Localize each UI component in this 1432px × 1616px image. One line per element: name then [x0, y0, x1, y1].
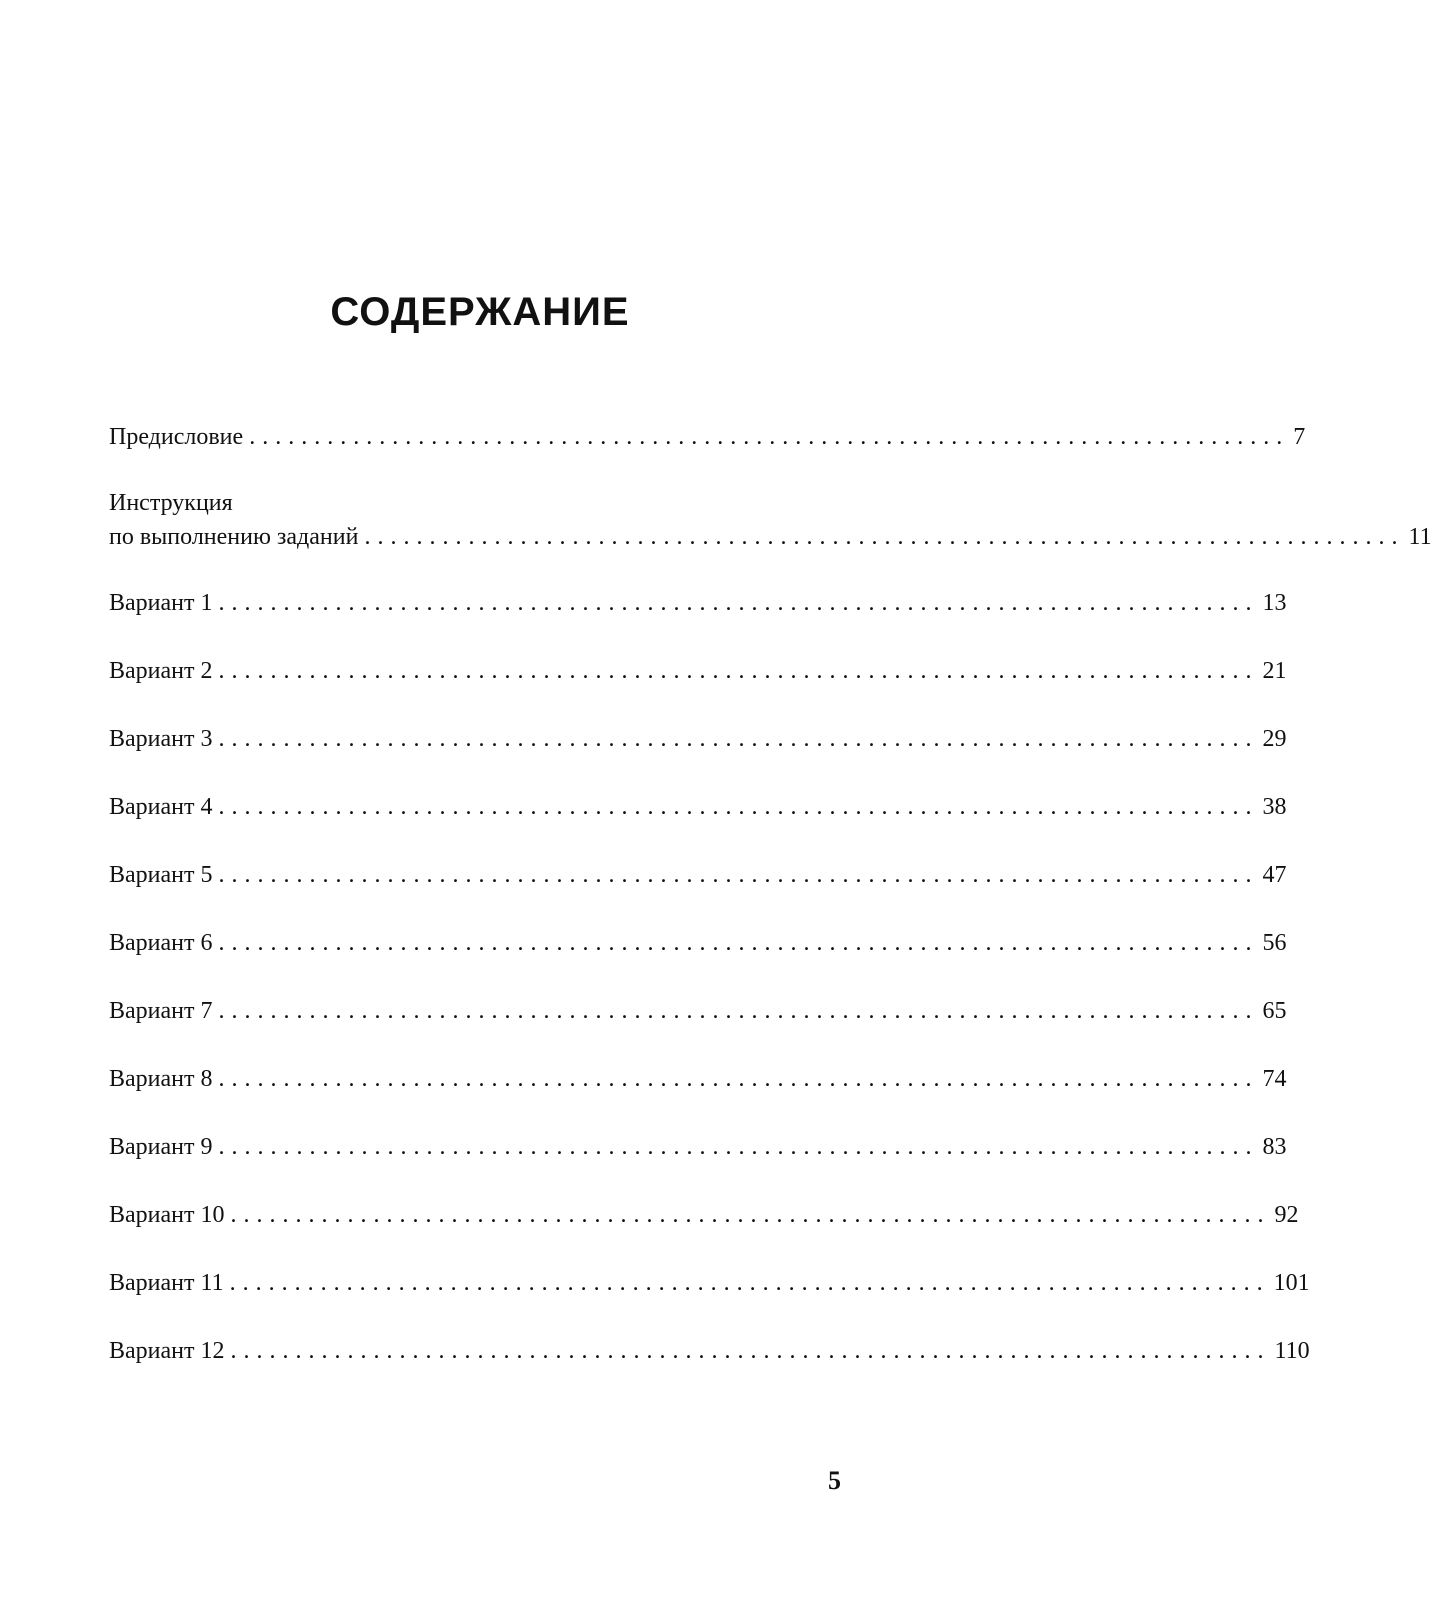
toc-entry-variant-10 [109, 1198, 1299, 1232]
dot-leader: ................................................................................ [218, 998, 1259, 1024]
dot-leader: ................................................................................ [218, 862, 1259, 888]
toc-entry-variant-5 [109, 858, 1287, 892]
toc-entry-page: 83 [1262, 1134, 1287, 1160]
dot-leader: ................................................................................ [218, 1134, 1259, 1160]
toc-entry-label: Вариант 5 [109, 862, 213, 888]
toc-entry-label: Вариант 2 [109, 658, 213, 684]
toc-entry-variant-1 [109, 586, 1287, 620]
toc-entry-label: Вариант 9 [109, 1134, 213, 1160]
dot-leader: ................................................................................ [218, 658, 1259, 684]
toc-entry-variant-4 [109, 790, 1287, 824]
page-title: СОДЕРЖАНИЕ [330, 290, 630, 334]
toc-entry-label: Вариант 6 [109, 930, 213, 956]
toc-entry-label: Вариант 12 [109, 1338, 225, 1364]
toc-entry-variant-11 [109, 1266, 1310, 1300]
toc-entry-label: Вариант 11 [109, 1270, 224, 1296]
toc-entry-variant-6 [109, 926, 1287, 960]
toc-entry-variant-12 [109, 1334, 1310, 1368]
toc-entry-variant-8 [109, 1062, 1287, 1096]
dot-leader: ................................................................................ [230, 1338, 1271, 1364]
toc-entry-page: 56 [1262, 930, 1287, 956]
dot-leader: ................................................................................ [218, 794, 1259, 820]
dot-leader: ................................................................................ [230, 1202, 1271, 1228]
toc-entry-page: 47 [1262, 862, 1287, 888]
dot-leader: ................................................................................ [249, 424, 1290, 450]
toc-entry-page: 38 [1262, 794, 1287, 820]
toc-entry-label: Предисловие [109, 424, 244, 450]
toc-entry-page: 65 [1262, 998, 1287, 1024]
dot-leader: ................................................................................ [218, 726, 1259, 752]
toc-entry-label: Вариант 4 [109, 794, 213, 820]
toc-entry-page: 101 [1273, 1270, 1310, 1296]
dot-leader: ................................................................................ [218, 1066, 1259, 1092]
toc-entry-label: по выполнению заданий [109, 524, 359, 550]
toc-entry-variant-7 [109, 994, 1287, 1028]
dot-leader: ................................................................................ [364, 524, 1405, 550]
toc-entry-instructions [109, 486, 1432, 554]
dot-leader: ................................................................................ [229, 1270, 1270, 1296]
toc-entry-label: Вариант 1 [109, 590, 213, 616]
toc-entry-preface [109, 420, 1306, 454]
toc-entry-label-line1: Инструкция [109, 490, 233, 516]
toc-entry-label: Вариант 7 [109, 998, 213, 1024]
toc-entry-page: 13 [1262, 590, 1287, 616]
toc-entry-variant-3 [109, 722, 1287, 756]
toc-entry-label: Вариант 3 [109, 726, 213, 752]
toc-entry-page: 11 [1408, 524, 1432, 550]
toc-entry-page: 29 [1262, 726, 1287, 752]
toc-entry-page: 92 [1274, 1202, 1299, 1228]
dot-leader: ................................................................................ [218, 590, 1259, 616]
toc-entry-page: 110 [1274, 1338, 1310, 1364]
toc-entry-page: 74 [1262, 1066, 1287, 1092]
page-number: 5 [828, 1466, 841, 1495]
toc-entry-label: Вариант 8 [109, 1066, 213, 1092]
toc-entry-page: 7 [1293, 424, 1306, 450]
toc-entry-page: 21 [1262, 658, 1287, 684]
toc-entry-label: Вариант 10 [109, 1202, 225, 1228]
dot-leader: ................................................................................ [218, 930, 1259, 956]
toc-entry-variant-2 [109, 654, 1287, 688]
toc-entry-variant-9 [109, 1130, 1287, 1164]
